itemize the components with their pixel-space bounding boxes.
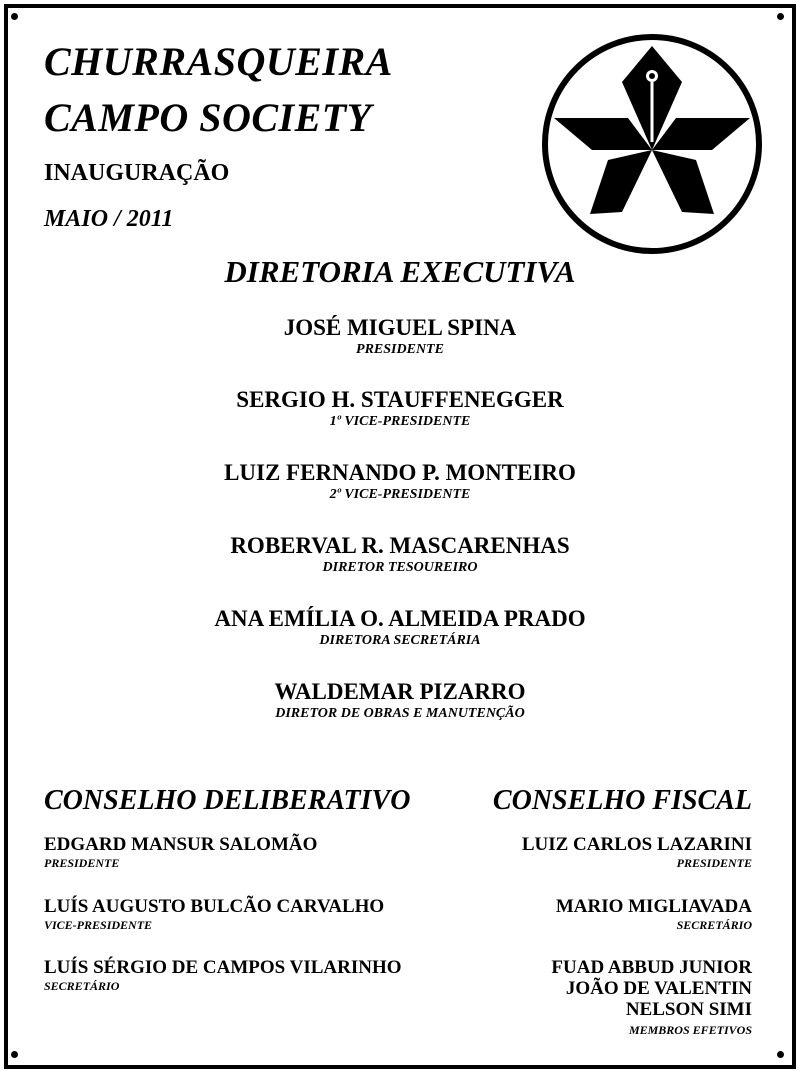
member-name: NELSON SIMI xyxy=(625,999,752,1020)
member-role: MEMBROS EFETIVOS xyxy=(628,1023,752,1037)
member-name: ANA EMÍLIA O. ALMEIDA PRADO xyxy=(214,606,586,631)
event-label: INAUGURAÇÃO xyxy=(44,160,230,186)
screw-bottom-left xyxy=(11,1051,18,1058)
conselho-deliberativo-heading: CONSELHO DELIBERATIVO xyxy=(44,785,411,816)
title-line-2: CAMPO SOCIETY xyxy=(44,95,372,140)
deliberativo-member xyxy=(44,896,384,933)
diretoria-member xyxy=(0,606,800,650)
member-name: ROBERVAL R. MASCARENHAS xyxy=(230,533,570,558)
member-role: PRESIDENTE xyxy=(356,342,444,357)
member-role: 1º VICE-PRESIDENTE xyxy=(329,414,471,429)
member-role: DIRETOR DE OBRAS E MANUTENÇÃO xyxy=(275,706,525,721)
member-role: 2º VICE-PRESIDENTE xyxy=(329,487,471,502)
screw-top-left xyxy=(11,13,18,20)
member-name: MARIO MIGLIAVADA xyxy=(555,896,752,917)
diretoria-member xyxy=(0,387,800,431)
member-name: EDGARD MANSUR SALOMÃO xyxy=(44,834,318,855)
member-name: WALDEMAR PIZARRO xyxy=(274,679,526,704)
member-role: SECRETÁRIO xyxy=(676,918,752,932)
screw-top-right xyxy=(777,13,784,20)
member-name: LUÍS AUGUSTO BULCÃO CARVALHO xyxy=(44,896,385,917)
member-role: PRESIDENTE xyxy=(676,856,752,870)
member-name: LUIZ CARLOS LAZARINI xyxy=(521,834,752,855)
deliberativo-member xyxy=(44,834,317,871)
member-name: FUAD ABBUD JUNIOR xyxy=(551,957,752,978)
fiscal-member xyxy=(556,896,752,933)
diretoria-heading: DIRETORIA EXECUTIVA xyxy=(224,254,576,289)
screw-bottom-right xyxy=(777,1051,784,1058)
diretoria-member xyxy=(0,315,800,359)
event-date: MAIO / 2011 xyxy=(44,206,174,232)
diretoria-member xyxy=(0,679,800,723)
diretoria-member xyxy=(0,460,800,504)
conselho-fiscal-heading: CONSELHO FISCAL xyxy=(492,785,752,816)
diretoria-member xyxy=(0,533,800,577)
member-name: LUÍS SÉRGIO DE CAMPOS VILARINHO xyxy=(44,957,402,978)
member-name: JOSÉ MIGUEL SPINA xyxy=(283,315,517,340)
member-role: PRESIDENTE xyxy=(44,856,120,870)
member-name: LUIZ FERNANDO P. MONTEIRO xyxy=(224,460,576,485)
member-role: DIRETORA SECRETÁRIA xyxy=(319,633,481,648)
deliberativo-member xyxy=(44,957,402,994)
fiscal-efetivos xyxy=(551,957,752,1038)
member-name: SERGIO H. STAUFFENEGGER xyxy=(236,387,564,412)
member-role: VICE-PRESIDENTE xyxy=(44,918,153,932)
member-role: SECRETÁRIO xyxy=(44,979,120,993)
title-line-1: CHURRASQUEIRA xyxy=(44,39,393,84)
member-role: DIRETOR TESOUREIRO xyxy=(322,560,478,575)
fiscal-member xyxy=(522,834,752,871)
member-name: JOÃO DE VALENTIN xyxy=(565,978,752,999)
five-petal-pen-nib-emblem-icon xyxy=(540,32,764,256)
